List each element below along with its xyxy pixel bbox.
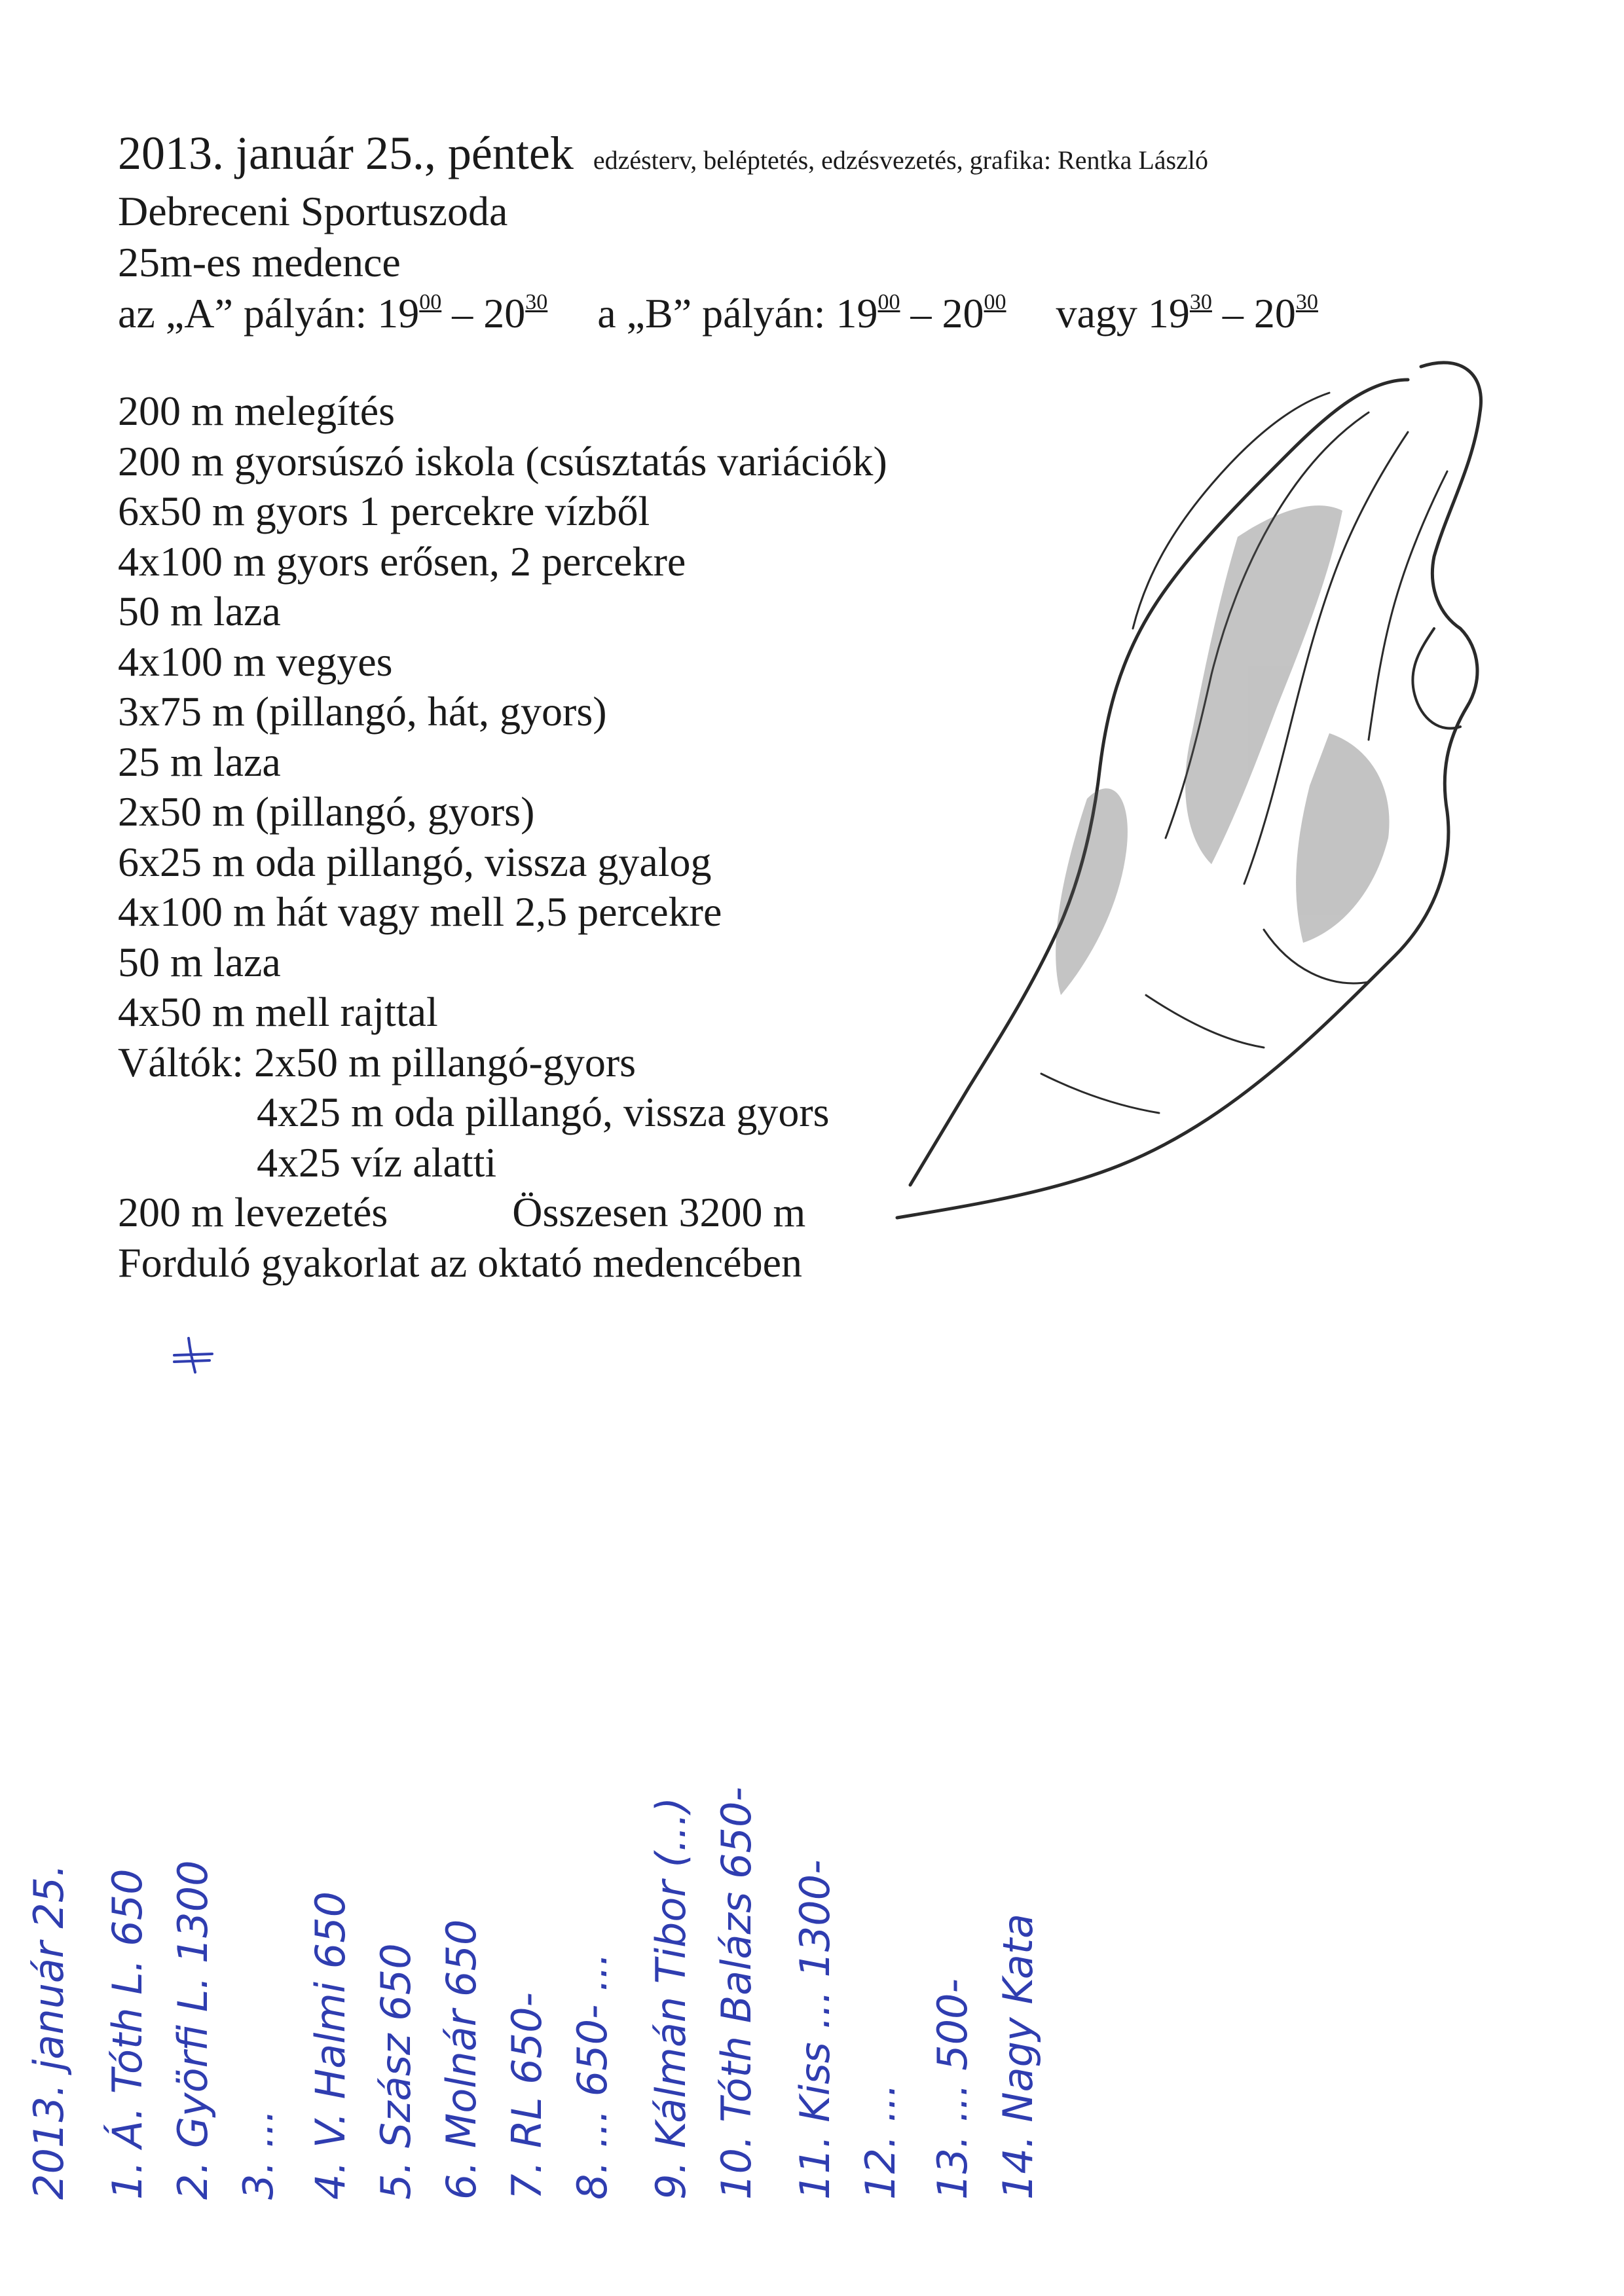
lane-b-alt-time: $19^{30} - 20^{30}$	[1147, 290, 1318, 337]
workout-item: 4x50 m mell rajttal	[118, 989, 438, 1035]
lane-a-label: az „A” pályán:	[118, 290, 367, 337]
header	[118, 128, 1318, 339]
workout-item: Váltók: 2x50 m pillangó-gyors	[118, 1038, 637, 1085]
hw-column: 10. Tóth Balázs 650-	[712, 1787, 760, 2200]
pen-arrow-mark	[170, 1336, 216, 1375]
workout-list	[118, 386, 887, 1288]
cooldown: 200 m levezetés	[118, 1189, 388, 1235]
workout-item: 200 m melegítés	[118, 388, 396, 434]
hw-column: 3. ...	[234, 2109, 282, 2200]
closing-note: Forduló gyakorlat az oktató medencében	[118, 1239, 802, 1286]
hw-column: 11. Kiss ... 1300-	[791, 1859, 839, 2200]
hw-date: 2013. január 25.	[25, 1864, 73, 2200]
cooldown-total-row	[118, 1188, 887, 1238]
date: 2013. január 25., péntek	[118, 127, 574, 179]
hw-column: 7. RL 650-	[503, 1992, 551, 2200]
workout-item: 4x100 m gyors erősen, 2 percekre	[118, 538, 686, 585]
relay-item: 4x25 víz alatti	[257, 1139, 497, 1186]
workout-item: 6x50 m gyors 1 percekre vízből	[118, 488, 650, 534]
workout-item: 50 m laza	[118, 938, 281, 985]
workout-item: 200 m gyorsúszó iskola (csúsztatás variációk)	[118, 437, 887, 484]
lane-a-time: $19^{00} - 20^{30}$	[377, 290, 548, 337]
pool: 25m-es medence	[118, 239, 401, 285]
hw-column: 6. Molnár 650	[437, 1919, 485, 2200]
workout-item: 2x50 m (pillangó, gyors)	[118, 788, 535, 835]
workout-item: 4x100 m hát vagy mell 2,5 percekre	[118, 888, 722, 935]
hw-column: 4. V. Halmi 650	[306, 1891, 354, 2200]
hw-column: 1. Á. Tóth L. 650	[103, 1868, 151, 2200]
workout-item: 3x75 m (pillangó, hát, gyors)	[118, 688, 607, 735]
relay-item: 4x25 m oda pillangó, vissza gyors	[257, 1089, 830, 1135]
hw-column: 14. Nagy Kata	[994, 1913, 1042, 2200]
date-line	[118, 128, 1318, 186]
hw-column: 5. Szász 650	[372, 1943, 420, 2200]
or-label: vagy	[1056, 290, 1137, 337]
total: Összesen 3200 m	[512, 1189, 806, 1235]
lane-times	[118, 288, 1318, 339]
lane-b-label: a „B” pályán:	[597, 290, 826, 337]
workout-item: 50 m laza	[118, 588, 281, 634]
hw-column: 8. ... 650- ...	[568, 1952, 616, 2200]
praying-hands-drawing	[871, 340, 1506, 1270]
hw-column: 9. Kálmán Tibor (...)	[647, 1796, 695, 2200]
workout-item: 6x25 m oda pillangó, vissza gyalog	[118, 838, 712, 885]
venue: Debreceni Sportuszoda	[118, 188, 508, 234]
workout-item: 4x100 m vegyes	[118, 638, 393, 685]
credit: edzésterv, beléptetés, edzésvezetés, grafika: Rentka László	[593, 145, 1208, 175]
workout-item: 25 m laza	[118, 738, 281, 785]
hw-column: 13. ... 500-	[929, 1978, 976, 2200]
hw-column: 12. ...	[857, 2083, 904, 2200]
lane-b-time: $19^{00} - 20^{00}$	[836, 290, 1006, 337]
hw-column: 2. Györfi L. 1300	[169, 1860, 217, 2200]
